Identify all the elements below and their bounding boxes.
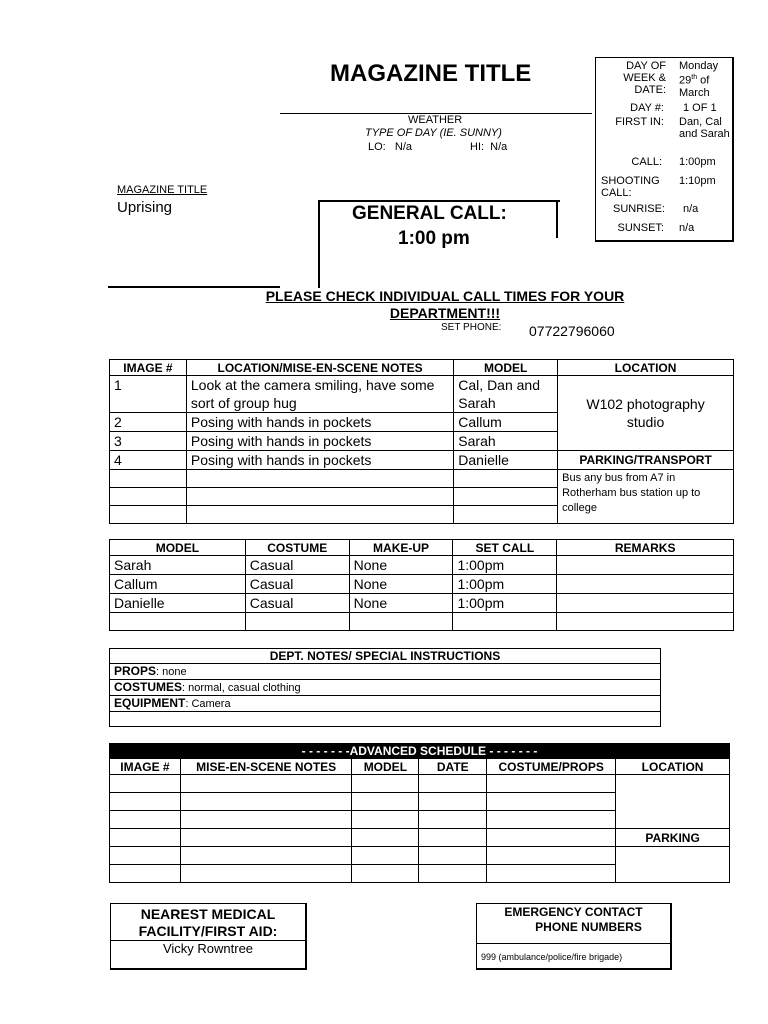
equipment-label: EQUIPMENT bbox=[114, 696, 186, 710]
costumes-row bbox=[110, 680, 661, 696]
info-box bbox=[595, 57, 734, 242]
col-location-notes: LOCATION/MISE-EN-SCENE NOTES bbox=[186, 360, 453, 376]
costumes-label: COSTUMES bbox=[114, 680, 183, 694]
shooting-call-value: 1:10pm bbox=[679, 175, 716, 187]
model-remarks bbox=[557, 594, 734, 613]
model-remarks bbox=[557, 575, 734, 594]
empty-cell bbox=[110, 811, 181, 829]
medical-label-line1: NEAREST MEDICAL bbox=[140, 906, 276, 922]
emergency-label bbox=[477, 905, 670, 944]
empty-cell bbox=[180, 811, 352, 829]
model-name: Callum bbox=[110, 575, 246, 594]
parking-transport-header: PARKING/TRANSPORT bbox=[558, 451, 734, 470]
empty-cell bbox=[352, 793, 419, 811]
model-name: Sarah bbox=[110, 556, 246, 575]
advanced-parking-cell bbox=[616, 847, 730, 883]
empty-cell bbox=[352, 847, 419, 865]
first-in-label: FIRST IN: bbox=[615, 116, 664, 128]
empty-cell bbox=[352, 811, 419, 829]
col-model: MODEL bbox=[454, 360, 558, 376]
empty-cell bbox=[349, 613, 453, 631]
model-makeup: None bbox=[349, 594, 453, 613]
empty-cell bbox=[453, 613, 557, 631]
type-of-day: TYPE OF DAY (IE. SUNNY) bbox=[365, 127, 502, 139]
sunrise-value: n/a bbox=[683, 203, 699, 215]
empty-cell bbox=[487, 811, 616, 829]
col-model: MODEL bbox=[110, 540, 246, 556]
empty-cell bbox=[110, 865, 181, 883]
advanced-schedule-table bbox=[109, 743, 730, 883]
empty-cell bbox=[186, 506, 453, 524]
empty-cell bbox=[180, 775, 352, 793]
col-costume: COSTUME bbox=[245, 540, 349, 556]
empty-cell bbox=[419, 847, 487, 865]
empty-cell bbox=[180, 829, 352, 847]
image-num: 4 bbox=[110, 451, 187, 470]
general-call-box-right bbox=[556, 200, 558, 238]
empty-cell bbox=[110, 775, 181, 793]
empty-cell bbox=[487, 865, 616, 883]
col-date: DATE bbox=[419, 759, 487, 775]
sunrise-label: SUNRISE: bbox=[613, 203, 665, 215]
model-set-call: 1:00pm bbox=[453, 594, 557, 613]
dept-notes-header: DEPT. NOTES/ SPECIAL INSTRUCTIONS bbox=[110, 649, 661, 664]
model-costume: Casual bbox=[245, 594, 349, 613]
advanced-parking-label: PARKING bbox=[616, 829, 730, 847]
empty-cell bbox=[419, 829, 487, 847]
table-row bbox=[110, 575, 734, 594]
empty-cell bbox=[454, 488, 558, 506]
medical-label-line2: FACILITY/FIRST AID: bbox=[138, 923, 278, 939]
empty-cell bbox=[110, 470, 187, 488]
emergency-label-line1: EMERGENCY CONTACT bbox=[504, 905, 643, 919]
empty-cell bbox=[110, 712, 661, 727]
first-in-value: Dan, Cal and Sarah bbox=[679, 116, 730, 140]
call-value: 1:00pm bbox=[679, 156, 716, 168]
medical-facility-box bbox=[110, 903, 307, 970]
model-makeup: None bbox=[349, 556, 453, 575]
table-row bbox=[110, 376, 734, 413]
table-row bbox=[110, 847, 730, 865]
props-value: : none bbox=[156, 666, 187, 678]
date-prefix: 29 bbox=[679, 74, 692, 87]
table-row bbox=[110, 613, 734, 631]
check-notice bbox=[200, 288, 690, 322]
image-model: Callum bbox=[454, 413, 558, 432]
table-row bbox=[110, 775, 730, 793]
table-row bbox=[110, 451, 734, 470]
col-image-num: IMAGE # bbox=[110, 360, 187, 376]
empty-cell bbox=[352, 775, 419, 793]
col-set-call: SET CALL bbox=[453, 540, 557, 556]
image-model: Danielle bbox=[454, 451, 558, 470]
set-phone-value: 07722796060 bbox=[529, 323, 615, 339]
empty-cell bbox=[352, 865, 419, 883]
image-notes: Posing with hands in pockets bbox=[186, 432, 453, 451]
image-num: 2 bbox=[110, 413, 187, 432]
empty-cell bbox=[487, 793, 616, 811]
empty-cell bbox=[454, 470, 558, 488]
emergency-value: 999 (ambulance/police/fire brigade) bbox=[481, 952, 623, 962]
model-table bbox=[109, 539, 734, 631]
props-row bbox=[110, 664, 661, 680]
image-model: Cal, Dan and Sarah bbox=[454, 376, 558, 413]
table-row bbox=[110, 470, 734, 488]
empty-cell bbox=[245, 613, 349, 631]
model-costume: Casual bbox=[245, 556, 349, 575]
empty-cell bbox=[110, 488, 187, 506]
model-costume: Casual bbox=[245, 575, 349, 594]
advanced-location-cell bbox=[616, 775, 730, 829]
parking-value: Bus any bus from A7 in Rotherham bus station up to college bbox=[558, 470, 734, 524]
shooting-call-label: SHOOTING CALL: bbox=[601, 175, 660, 199]
image-notes: Look at the camera smiling, have some sort of group hug bbox=[186, 376, 453, 413]
day-num-label: DAY #: bbox=[630, 102, 664, 114]
empty-cell bbox=[419, 865, 487, 883]
empty-cell bbox=[352, 829, 419, 847]
call-label: CALL: bbox=[631, 156, 662, 168]
empty-cell bbox=[110, 847, 181, 865]
check-notice-line2: DEPARTMENT!!! bbox=[389, 305, 501, 321]
day-value bbox=[679, 60, 731, 99]
day-text: Monday bbox=[679, 60, 719, 72]
image-notes: Posing with hands in pockets bbox=[186, 413, 453, 432]
image-model: Sarah bbox=[454, 432, 558, 451]
col-location: LOCATION bbox=[616, 759, 730, 775]
empty-cell bbox=[487, 775, 616, 793]
sunset-value: n/a bbox=[679, 222, 695, 234]
equipment-value: : Camera bbox=[185, 698, 231, 710]
general-call-label: GENERAL CALL: bbox=[352, 203, 507, 224]
advanced-schedule-title: - - - - - - -ADVANCED SCHEDULE - - - - - - - bbox=[110, 744, 730, 759]
general-call-time: 1:00 pm bbox=[398, 228, 470, 249]
model-set-call: 1:00pm bbox=[453, 556, 557, 575]
empty-cell bbox=[186, 470, 453, 488]
empty-cell bbox=[110, 829, 181, 847]
model-remarks bbox=[557, 556, 734, 575]
empty-cell bbox=[110, 793, 181, 811]
empty-cell bbox=[180, 847, 352, 865]
col-model: MODEL bbox=[352, 759, 419, 775]
empty-cell bbox=[110, 613, 246, 631]
dept-notes-table bbox=[109, 648, 661, 727]
empty-cell bbox=[419, 793, 487, 811]
empty-cell bbox=[454, 506, 558, 524]
empty-cell bbox=[180, 865, 352, 883]
col-makeup: MAKE-UP bbox=[349, 540, 453, 556]
empty-cell bbox=[180, 793, 352, 811]
emergency-label-line2: PHONE NUMBERS bbox=[535, 920, 642, 934]
magazine-title-label: MAGAZINE TITLE bbox=[117, 184, 208, 196]
location-value: W102 photography studio bbox=[558, 376, 734, 451]
magazine-title-heading: MAGAZINE TITLE bbox=[330, 60, 532, 87]
col-location: LOCATION bbox=[558, 360, 734, 376]
sunset-label: SUNSET: bbox=[617, 222, 664, 234]
equipment-row bbox=[110, 696, 661, 712]
set-phone-label: SET PHONE: bbox=[441, 322, 502, 333]
magazine-title-value: Uprising bbox=[117, 199, 173, 216]
date-tail: of March bbox=[679, 74, 710, 99]
table-row bbox=[110, 594, 734, 613]
temp-hi: HI: N/a bbox=[470, 141, 508, 153]
temp-lo: LO: N/a bbox=[368, 141, 413, 153]
empty-cell bbox=[557, 613, 734, 631]
model-name: Danielle bbox=[110, 594, 246, 613]
table-row bbox=[110, 829, 730, 847]
day-of-week-label: DAY OF WEEK & DATE: bbox=[623, 60, 666, 96]
col-mise-en-scene: MISE-EN-SCENE NOTES bbox=[180, 759, 352, 775]
col-image-num: IMAGE # bbox=[110, 759, 181, 775]
model-makeup: None bbox=[349, 575, 453, 594]
empty-cell bbox=[487, 829, 616, 847]
medical-value: Vicky Rowntree bbox=[162, 941, 254, 956]
day-num-value: 1 OF 1 bbox=[683, 102, 717, 114]
table-row bbox=[110, 556, 734, 575]
col-remarks: REMARKS bbox=[557, 540, 734, 556]
medical-label bbox=[111, 906, 305, 941]
empty-cell bbox=[110, 506, 187, 524]
empty-cell bbox=[419, 811, 487, 829]
empty-cell bbox=[186, 488, 453, 506]
image-table bbox=[109, 359, 734, 524]
col-costume-props: COSTUME/PROPS bbox=[487, 759, 616, 775]
emergency-contact-box bbox=[476, 903, 672, 970]
costumes-value: : normal, casual clothing bbox=[182, 682, 301, 694]
date-suffix: th bbox=[691, 74, 698, 81]
image-num: 3 bbox=[110, 432, 187, 451]
image-num: 1 bbox=[110, 376, 187, 413]
model-set-call: 1:00pm bbox=[453, 575, 557, 594]
image-notes: Posing with hands in pockets bbox=[186, 451, 453, 470]
empty-cell bbox=[487, 847, 616, 865]
check-notice-line1: PLEASE CHECK INDIVIDUAL CALL TIMES FOR YOUR bbox=[265, 288, 625, 304]
weather-label: WEATHER bbox=[408, 114, 463, 126]
props-label: PROPS bbox=[114, 664, 157, 678]
empty-cell bbox=[419, 775, 487, 793]
